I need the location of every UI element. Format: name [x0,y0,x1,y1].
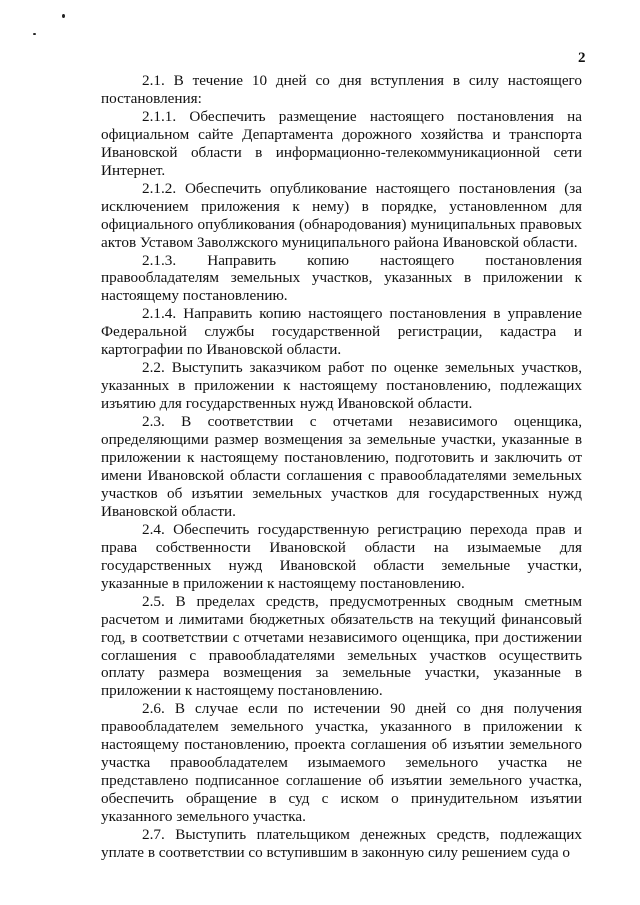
paragraph-2-1-2: 2.1.2. Обеспечить опубликование настоящего постановления (за исключением приложения к нему) в порядке, установленном для официального опубликования (обнародования) муниципальных правовых актов Уставом Заволжского муниципального района Ивановской области. [101,179,582,251]
scan-speck [62,14,65,18]
paragraph-2-1: 2.1. В течение 10 дней со дня вступления в силу настоящего постановления: [101,72,582,107]
paragraph-2-1-3: 2.1.3. Направить копию настоящего постановления правообладателям земельных участков, указанных в приложении к настоящему постановлению. [101,251,582,305]
paragraph-2-4: 2.4. Обеспечить государственную регистрацию перехода прав и права собственности Ивановской области на изымаемые для государственных нужд Ивановской области земельные участки, указанные в приложении к настоящему постановлению. [101,520,582,592]
paragraph-2-7: 2.7. Выступить плательщиком денежных средств, подлежащих уплате в соответствии со вступившим в законную силу решением суда о [101,826,582,861]
paragraph-2-1-4: 2.1.4. Направить копию настоящего постановления в управление Федеральной службы государственной регистрации, кадастра и картографии по Ивановской области. [101,305,582,359]
document-body [101,72,582,862]
scan-speck [33,33,36,35]
paragraph-2-5: 2.5. В пределах средств, предусмотренных сводным сметным расчетом и лимитами бюджетных обязательств на текущий финансовый год, в соответствии с отчетами независимого оценщика, при достижении соглашения с правообладателями земельных участков осуществить оплату размера возмещения за земельные участки, указанные в приложении к настоящему постановлению. [101,592,582,700]
paragraph-2-2: 2.2. Выступить заказчиком работ по оценке земельных участков, указанных в приложении к настоящему постановлению, подлежащих изъятию для государственных нужд Ивановской области. [101,359,582,413]
paragraph-2-3: 2.3. В соответствии с отчетами независимого оценщика, определяющими размер возмещения за земельные участки, указанные в приложении к настоящему постановлению, подготовить и заключить от имени Ивановской области соглашения с правообладателями земельных участков об изъятии земельных участков для государственных нужд Ивановской области. [101,413,582,520]
page-number: 2 [578,50,586,66]
paragraph-2-6: 2.6. В случае если по истечении 90 дней со дня получения правообладателем земельного участка, указанного в приложении к настоящему постановлению, проекта соглашения об изъятии земельного участка правообладателем изымаемого земельного участка не представлено подписанное соглашение об изъятии земельного участка, обеспечить обращение в суд с иском о принудительном изъятии указанного земельного участка. [101,700,582,826]
paragraph-2-1-1: 2.1.1. Обеспечить размещение настоящего постановления на официальном сайте Департамента дорожного хозяйства и транспорта Ивановской области в информационно-телекоммуникационной сети Интернет. [101,107,582,179]
